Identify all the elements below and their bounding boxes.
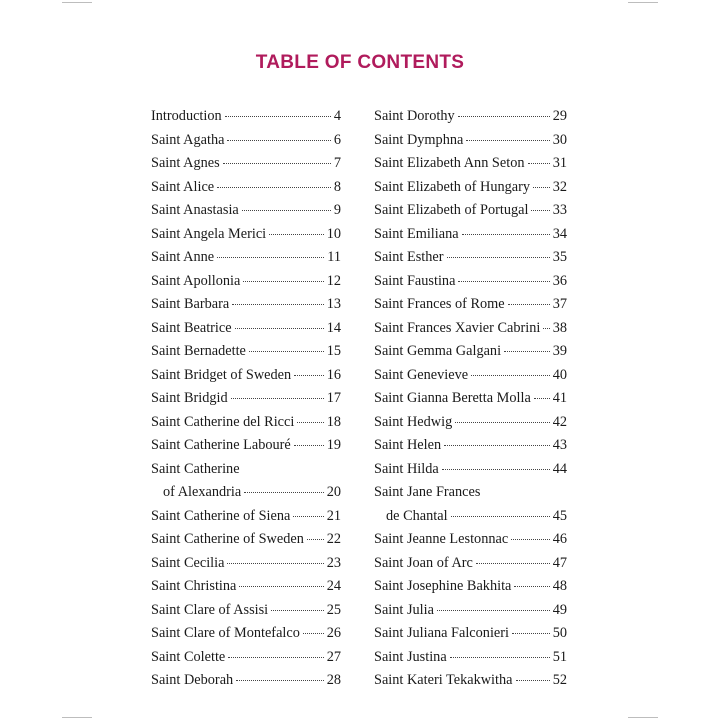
dot-leader	[512, 633, 550, 634]
dot-leader	[476, 563, 550, 564]
toc-entry-page: 17	[326, 390, 341, 406]
toc-entry-title: Saint Barbara	[151, 296, 230, 312]
toc-entry-title: Saint Elizabeth Ann Seton	[374, 155, 525, 171]
toc-entry-title: Saint Catherine Labouré	[151, 437, 291, 453]
toc-entry-page: 4	[333, 108, 341, 124]
toc-entry	[151, 293, 341, 317]
dot-leader	[514, 586, 549, 587]
toc-entry-page: 19	[326, 437, 341, 453]
dot-leader	[223, 163, 331, 164]
toc-entry-title: Saint Gianna Beretta Molla	[374, 390, 531, 406]
toc-entry-title: Saint Helen	[374, 437, 442, 453]
toc-entry-page: 51	[552, 648, 567, 665]
toc-entry-page: 14	[326, 319, 341, 336]
toc-entry-page: 20	[326, 484, 341, 500]
toc-entry-page: 41	[552, 390, 567, 406]
toc-entry	[151, 669, 341, 693]
crop-mark	[62, 717, 92, 718]
toc-entry-page: 37	[552, 296, 567, 312]
toc-entry-line	[151, 481, 341, 505]
toc-entry	[374, 528, 567, 552]
toc-entry-page: 47	[552, 554, 567, 571]
toc-entry	[151, 552, 341, 576]
toc-entry-title: Saint Justina	[374, 648, 447, 665]
toc-entry	[151, 105, 341, 129]
dot-leader	[307, 539, 324, 540]
toc-entry-page: 27	[326, 648, 341, 665]
toc-entry	[151, 246, 341, 270]
toc-entry-title: Saint Christina	[151, 578, 237, 594]
toc-entry-title: Saint Cecilia	[151, 554, 225, 571]
toc-entry-title: Saint Catherine	[151, 460, 240, 477]
toc-entry	[151, 599, 341, 623]
toc-entry-page: 35	[552, 249, 567, 265]
dot-leader	[232, 304, 323, 305]
toc-entry	[374, 575, 567, 599]
dot-leader	[528, 163, 550, 164]
toc-entry	[151, 129, 341, 153]
crop-mark	[628, 2, 658, 3]
toc-entry-title: Saint Clare of Assisi	[151, 601, 269, 618]
dot-leader	[239, 586, 323, 587]
toc-entry-title: Saint Beatrice	[151, 319, 232, 336]
dot-leader	[217, 257, 324, 258]
toc-entry-page: 16	[326, 366, 341, 383]
toc-entry	[151, 505, 341, 529]
toc-entry-title: Saint Esther	[374, 249, 444, 265]
toc-entry-page: 25	[326, 601, 341, 618]
dot-leader	[249, 351, 324, 352]
toc-entry	[151, 528, 341, 552]
dot-leader	[243, 281, 323, 282]
toc-entry-title: Saint Gemma Galgani	[374, 343, 502, 359]
toc-entry	[374, 364, 567, 388]
toc-entry-title: Saint Hedwig	[374, 413, 453, 430]
toc-entry-title: Saint Alice	[151, 178, 215, 195]
toc-entry-page: 52	[552, 672, 567, 688]
toc-entry	[151, 411, 341, 435]
dot-leader	[227, 140, 330, 141]
toc-entry-page: 45	[552, 507, 567, 524]
toc-entry-page: 30	[552, 131, 567, 148]
toc-entry-title: Saint Catherine del Ricci	[151, 413, 295, 430]
toc-entry	[374, 152, 567, 176]
toc-entry-title: Saint Genevieve	[374, 366, 469, 383]
toc-entry	[374, 434, 567, 458]
toc-entry	[151, 317, 341, 341]
toc-entry-title: Saint Deborah	[151, 672, 234, 688]
toc-entry	[374, 246, 567, 270]
toc-entry	[374, 669, 567, 693]
toc-entry	[151, 176, 341, 200]
toc-entry	[374, 599, 567, 623]
dot-leader	[450, 657, 550, 658]
toc-entry-page: 26	[326, 625, 341, 641]
toc-column-right	[374, 105, 567, 693]
dot-leader	[466, 140, 549, 141]
toc-entry-title: Saint Apollonia	[151, 272, 241, 289]
dot-leader	[297, 422, 323, 423]
toc-entry	[151, 340, 341, 364]
toc-entry-title: Saint Faustina	[374, 272, 456, 289]
toc-entry-title: Saint Hilda	[374, 460, 439, 477]
toc-entry-page: 48	[552, 578, 567, 594]
toc-entry-page: 22	[326, 531, 341, 547]
toc-entry-page: 50	[552, 625, 567, 641]
toc-entry-title: Saint Anastasia	[151, 202, 239, 218]
dot-leader	[458, 281, 549, 282]
toc-entry-page: 28	[326, 672, 341, 688]
toc-entry	[374, 481, 567, 528]
toc-entry-page: 34	[552, 225, 567, 242]
toc-entry	[151, 434, 341, 458]
dot-leader	[451, 516, 550, 517]
dot-leader	[442, 469, 550, 470]
toc-entry-title: Saint Julia	[374, 601, 434, 618]
toc-entry-title: Saint Clare of Montefalco	[151, 625, 300, 641]
toc-entry	[374, 176, 567, 200]
toc-entry-title: Saint Bridgid	[151, 390, 228, 406]
toc-entry-page: 39	[552, 343, 567, 359]
toc-entry	[151, 270, 341, 294]
toc-entry-title: Saint Emiliana	[374, 225, 459, 242]
dot-leader	[471, 375, 550, 376]
dot-leader	[504, 351, 550, 352]
toc-entry	[151, 152, 341, 176]
dot-leader	[533, 187, 550, 188]
toc-entry-title: Saint Jeanne Lestonnac	[374, 531, 509, 547]
toc-entry-line	[374, 505, 567, 529]
toc-entry-title: Saint Colette	[151, 648, 226, 665]
toc-entry	[374, 552, 567, 576]
dot-leader	[244, 492, 323, 493]
dot-leader	[269, 234, 324, 235]
toc-entry	[374, 223, 567, 247]
toc-entry	[151, 199, 341, 223]
toc-entry-page: 12	[326, 272, 341, 289]
toc-entry-page: 23	[326, 554, 341, 571]
toc-entry-title: Saint Frances Xavier Cabrini	[374, 319, 541, 336]
dot-leader	[217, 187, 331, 188]
toc-entry-page: 43	[552, 437, 567, 453]
toc-entry-title: Saint Frances of Rome	[374, 296, 505, 312]
toc-entry-page: 24	[326, 578, 341, 594]
toc-column-left	[151, 105, 341, 693]
toc-entry	[151, 646, 341, 670]
toc-entry-title-continued: de Chantal	[386, 507, 448, 524]
dot-leader	[242, 210, 331, 211]
toc-entry-title: Saint Agnes	[151, 155, 220, 171]
toc-entry-page: 7	[333, 155, 341, 171]
toc-entry-page: 33	[552, 202, 567, 218]
dot-leader	[511, 539, 550, 540]
toc-entry-page: 9	[333, 202, 341, 218]
dot-leader	[444, 445, 550, 446]
toc-entry	[151, 458, 341, 505]
toc-entry	[151, 387, 341, 411]
toc-entry-title: Saint Jane Frances	[374, 484, 481, 500]
toc-entry	[374, 340, 567, 364]
toc-entry-page: 42	[552, 413, 567, 430]
dot-leader	[303, 633, 324, 634]
toc-entry-page: 18	[326, 413, 341, 430]
dot-leader	[235, 328, 324, 329]
toc-entry-title: Saint Bernadette	[151, 343, 246, 359]
toc-entry	[374, 458, 567, 482]
dot-leader	[508, 304, 550, 305]
dot-leader	[534, 398, 550, 399]
toc-entry-page: 38	[552, 319, 567, 336]
toc-entry-page: 40	[552, 366, 567, 383]
dot-leader	[228, 657, 323, 658]
toc-entry-page: 8	[333, 178, 341, 195]
toc-entry	[374, 129, 567, 153]
page-title: TABLE OF CONTENTS	[255, 52, 465, 73]
dot-leader	[437, 610, 550, 611]
dot-leader	[236, 680, 324, 681]
toc-entry	[374, 105, 567, 129]
toc-entry-title: Introduction	[151, 108, 222, 124]
toc-entry	[374, 387, 567, 411]
toc-entry	[374, 622, 567, 646]
toc-entry	[374, 317, 567, 341]
dot-leader	[294, 375, 324, 376]
crop-mark	[628, 717, 658, 718]
dot-leader	[225, 116, 331, 117]
toc-entry-page: 32	[552, 178, 567, 195]
dot-leader	[271, 610, 324, 611]
toc-entry-page: 10	[326, 225, 341, 242]
toc-entry	[151, 622, 341, 646]
toc-entry-title: Saint Dymphna	[374, 131, 464, 148]
dot-leader	[516, 680, 550, 681]
toc-entry-title: Saint Catherine of Siena	[151, 507, 291, 524]
toc-entry-title: Saint Agatha	[151, 131, 225, 148]
toc-entry-page: 29	[552, 108, 567, 124]
toc-entry-title: Saint Josephine Bakhita	[374, 578, 512, 594]
toc-entry	[374, 293, 567, 317]
dot-leader	[293, 516, 323, 517]
crop-mark	[62, 2, 92, 3]
toc-entry	[374, 411, 567, 435]
toc-entry-title: Saint Elizabeth of Portugal	[374, 202, 529, 218]
dot-leader	[227, 563, 323, 564]
toc-entry-page: 11	[327, 249, 341, 265]
dot-leader	[294, 445, 324, 446]
toc-entry-title: Saint Angela Merici	[151, 225, 267, 242]
toc-entry-page: 36	[552, 272, 567, 289]
toc-entry-title: Saint Dorothy	[374, 108, 455, 124]
toc-entry	[151, 223, 341, 247]
dot-leader	[455, 422, 549, 423]
toc-entry-title: Saint Bridget of Sweden	[151, 366, 292, 383]
dot-leader	[231, 398, 324, 399]
dot-leader	[458, 116, 550, 117]
toc-entry-page: 49	[552, 601, 567, 618]
toc-entry-title: Saint Elizabeth of Hungary	[374, 178, 531, 195]
toc-entry-page: 6	[333, 131, 341, 148]
toc-entry-title: Saint Catherine of Sweden	[151, 531, 304, 547]
toc-entry-title-continued: of Alexandria	[163, 484, 242, 500]
toc-entry	[374, 646, 567, 670]
toc-entry	[374, 270, 567, 294]
toc-entry-page: 44	[552, 460, 567, 477]
toc-entry-page: 31	[552, 155, 567, 171]
toc-entry-page: 46	[552, 531, 567, 547]
dot-leader	[543, 328, 549, 329]
toc-entry-title: Saint Joan of Arc	[374, 554, 473, 571]
dot-leader	[531, 210, 549, 211]
toc-entry	[374, 199, 567, 223]
toc-entry-page: 13	[326, 296, 341, 312]
toc-entry-title: Saint Kateri Tekakwitha	[374, 672, 513, 688]
toc-entry-page: 15	[326, 343, 341, 359]
dot-leader	[447, 257, 550, 258]
toc-entry-title: Saint Juliana Falconieri	[374, 625, 509, 641]
toc-entry-title: Saint Anne	[151, 249, 215, 265]
toc-entry	[151, 575, 341, 599]
dot-leader	[462, 234, 550, 235]
toc-entry	[151, 364, 341, 388]
toc-entry-page: 21	[326, 507, 341, 524]
